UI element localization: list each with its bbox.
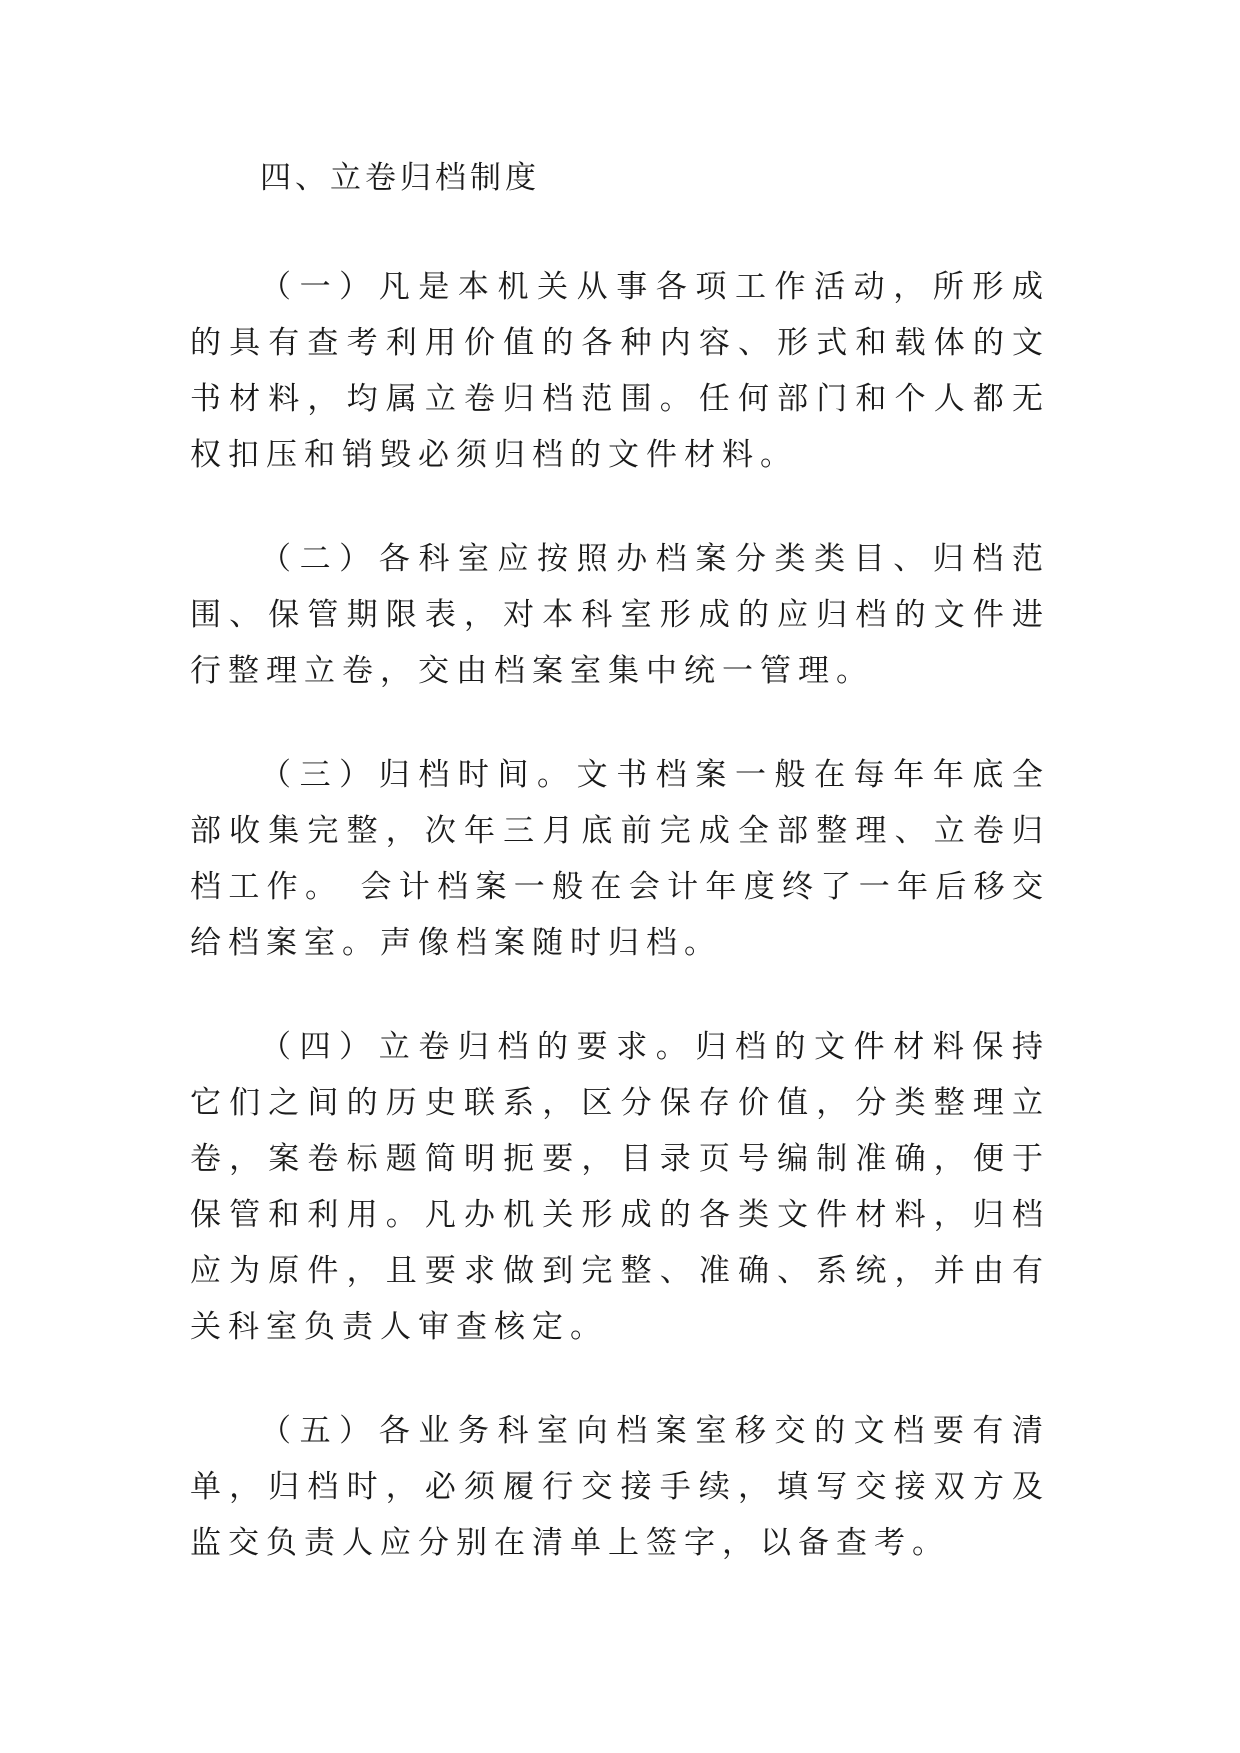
document-page <box>190 150 1050 1619</box>
paragraph-1: （一）凡是本机关从事各项工作活动，所形成的具有查考利用价值的各种内容、形式和载体的文书材料，均属立卷归档范围。任何部门和个人都无权扣压和销毁必须归档的文件材料。 <box>190 269 1050 473</box>
paragraph-3: （三）归档时间。文书档案一般在每年年底全部收集完整，次年三月底前完成全部整理、立卷归档工作。 会计档案一般在会计年度终了一年后移交给档案室。声像档案随时归档。 <box>190 757 1050 961</box>
paragraph-5: （五）各业务科室向档案室移交的文档要有清单，归档时，必须履行交接手续，填写交接双方及监交负责人应分别在清单上签字，以备查考。 <box>190 1413 1050 1561</box>
paragraph-4: （四）立卷归档的要求。归档的文件材料保持它们之间的历史联系，区分保存价值，分类整理立卷，案卷标题简明扼要，目录页号编制准确，便于保管和利用。凡办机关形成的各类文件材料，归档应为原件，且要求做到完整、准确、系统，并由有关科室负责人审查核定。 <box>190 1029 1050 1345</box>
paragraph-2: （二）各科室应按照办档案分类类目、归档范围、保管期限表，对本科室形成的应归档的文件进行整理立卷，交由档案室集中统一管理。 <box>190 541 1050 689</box>
section-heading: 四、立卷归档制度 <box>260 160 540 196</box>
